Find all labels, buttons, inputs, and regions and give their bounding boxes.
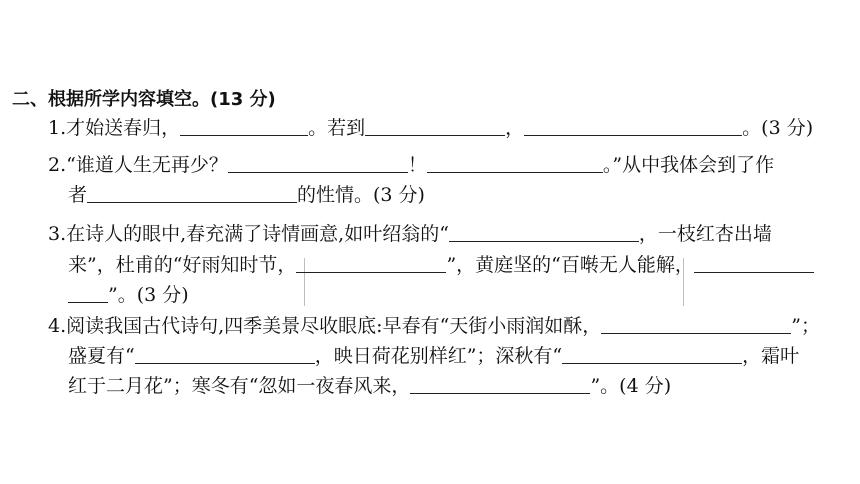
answer-blank[interactable] [562,345,742,364]
question-2-line-2 [68,183,425,207]
question-1 [48,116,813,140]
question-text: 3.在诗人的眼中,春充满了诗情画意,如叶绍翁的“ [48,223,449,245]
answer-blank[interactable] [68,284,108,303]
question-text: ”。(3 分) [108,284,189,306]
question-text: ，一枝红杏出墙 [638,223,772,245]
question-text: 4.阅读我国古代诗句,四季美景尽收眼底:早春有“天街小雨润如酥， [48,315,602,337]
question-text: ，霜叶 [742,345,800,367]
answer-blank[interactable] [296,254,446,273]
question-text: ，映日荷花别样红”；深秋有“ [314,345,563,367]
section-title: 二、根据所学内容填空。(13 分) [12,89,276,110]
question-4-line-3 [68,374,671,398]
answer-blank[interactable] [601,315,791,334]
answer-blank[interactable] [427,154,603,173]
question-text: 红于二月花”；寒冬有“忽如一夜春风来， [68,375,411,397]
question-2 [48,153,774,177]
question-text: 盛夏有“ [68,345,135,367]
answer-blank[interactable] [180,117,308,136]
answer-blank[interactable] [135,345,315,364]
answer-blank[interactable] [87,184,297,203]
answer-blank[interactable] [524,117,742,136]
question-text: 2.“谁道人生无再少？ [48,154,228,176]
question-text: 来”，杜甫的“好雨知时节， [68,254,297,276]
question-4 [48,314,820,338]
question-text: ”； [791,315,821,337]
question-text: 。”从中我体会到了作 [602,154,775,176]
question-text: ， [505,117,525,139]
question-4-line-2 [68,344,799,368]
question-text: ”，黄庭坚的“百啭无人能解， [446,254,694,276]
answer-blank[interactable] [228,154,408,173]
question-text: ！ [407,154,427,176]
question-text: 的性情。(3 分) [297,184,425,206]
question-text: 。若到 [308,117,366,139]
answer-blank[interactable] [410,375,590,394]
question-3-line-2 [68,253,814,277]
question-text: 者 [68,184,88,206]
question-text: 。(3 分) [742,117,814,139]
answer-blank[interactable] [449,223,639,242]
question-3 [48,222,772,246]
question-text: ”。(4 分) [590,375,672,397]
question-text: 1.才始送春归， [48,117,181,139]
answer-blank[interactable] [365,117,505,136]
question-3-line-3 [68,283,189,307]
answer-blank[interactable] [694,254,814,273]
